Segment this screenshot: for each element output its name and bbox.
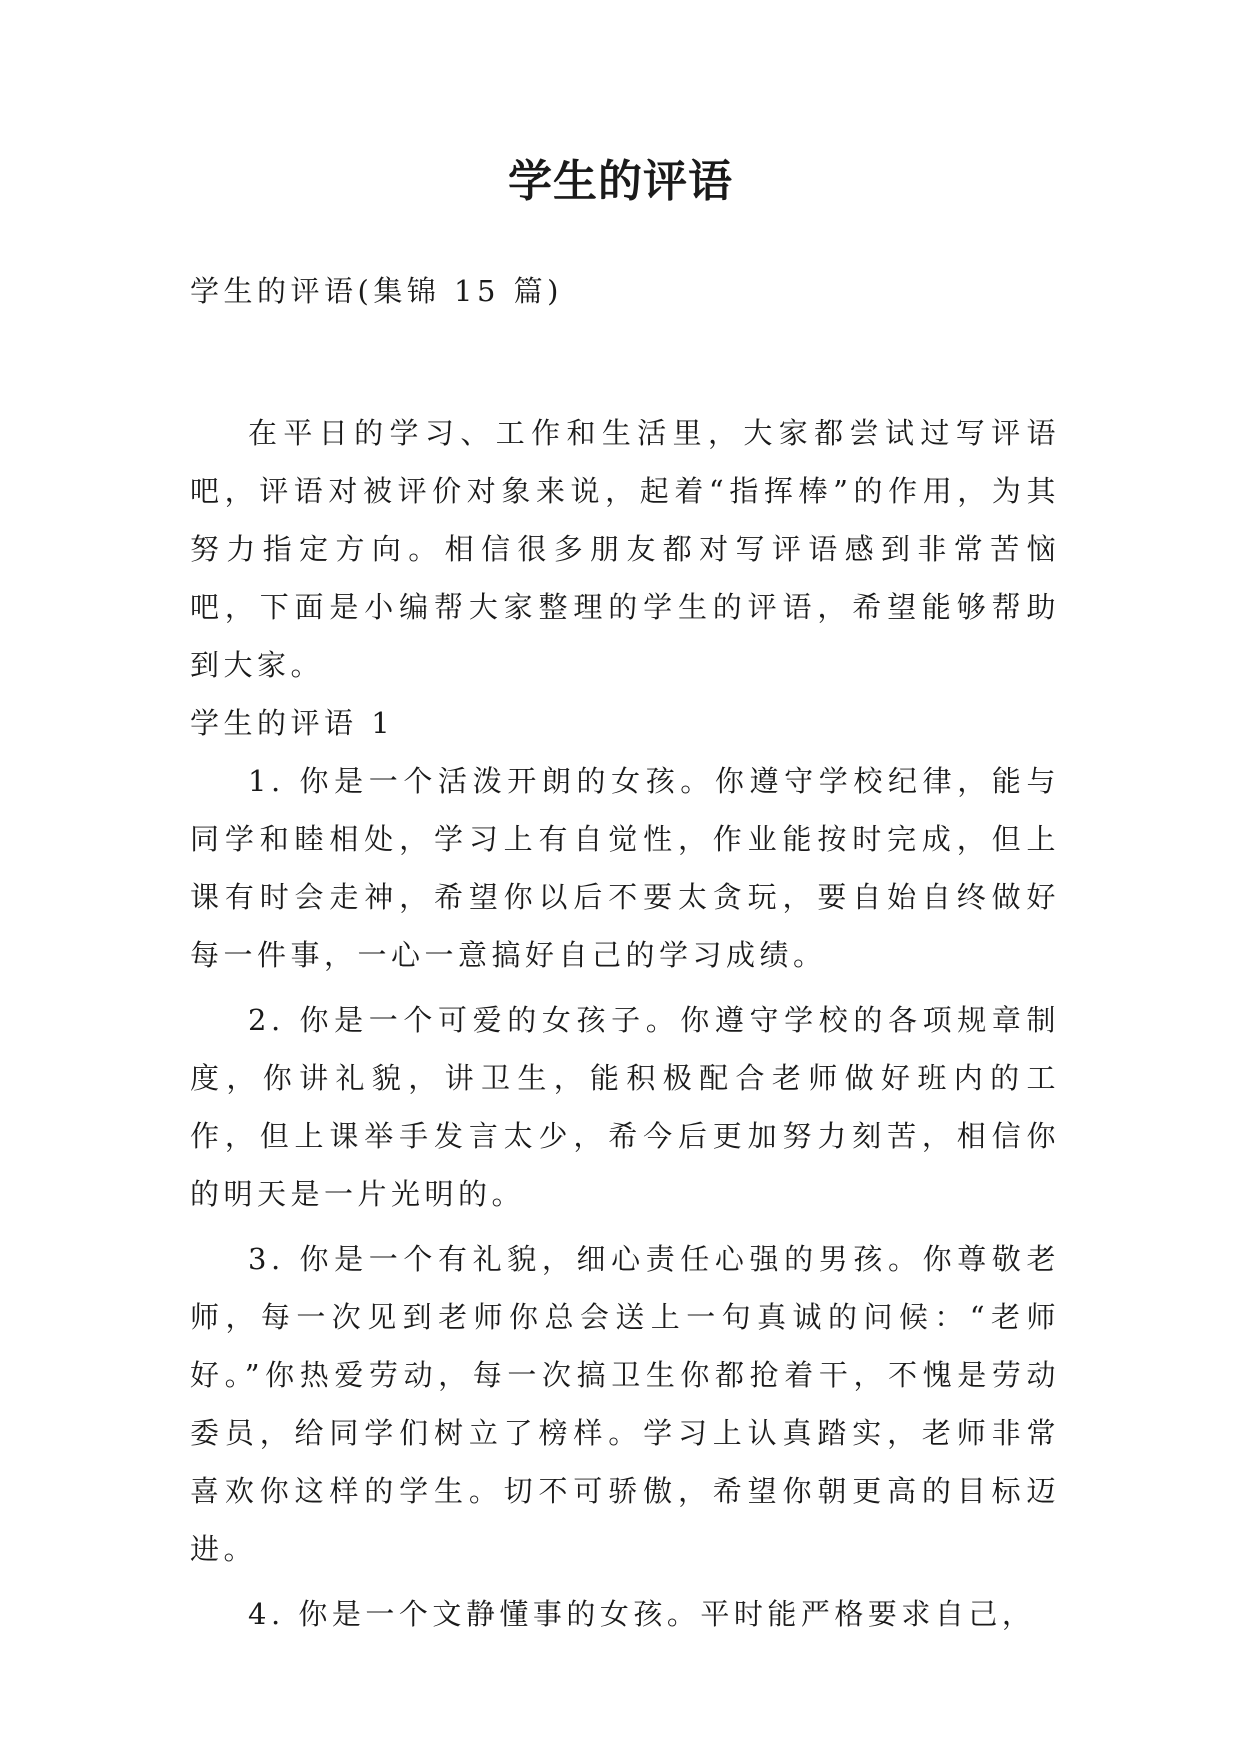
comment-item-1: 1. 你是一个活泼开朗的女孩。你遵守学校纪律，能与同学和睦相处，学习上有自觉性，作业能按时完成，但上课有时会走神，希望你以后不要太贪玩，要自始自终做好每一件事，一心一意搞好自己的学习成绩。 bbox=[190, 764, 1060, 972]
comment-list bbox=[190, 752, 1060, 1650]
section-heading: 学生的评语 1 bbox=[190, 706, 395, 740]
comment-item-3: 3. 你是一个有礼貌，细心责任心强的男孩。你尊敬老师，每一次见到老师你总会送上一句真诚的问候：“老师好。”你热爱劳动，每一次搞卫生你都抢着干，不愧是劳动委员，给同学们树立了榜样。学习上认真踏实，老师非常喜欢你这样的学生。切不可骄傲，希望你朝更高的目标迈进。 bbox=[190, 1242, 1060, 1566]
comment-item-4: 4. 你是一个文静懂事的女孩。平时能严格要求自己， bbox=[248, 1597, 1036, 1631]
comment-item-2: 2. 你是一个可爱的女孩子。你遵守学校的各项规章制度，你讲礼貌，讲卫生，能积极配合老师做好班内的工作，但上课举手发言太少，希今后更加努力刻苦，相信你的明天是一片光明的。 bbox=[190, 1003, 1060, 1211]
document-subtitle: 学生的评语(集锦 15 篇) bbox=[190, 274, 563, 308]
intro-paragraph: 在平日的学习、工作和生活里，大家都尝试过写评语吧，评语对被评价对象来说，起着“指挥棒”的作用，为其努力指定方向。相信很多朋友都对写评语感到非常苦恼吧，下面是小编帮大家整理的学生的评语，希望能够帮助到大家。 bbox=[190, 416, 1060, 682]
document-title: 学生的评语 bbox=[508, 156, 733, 207]
